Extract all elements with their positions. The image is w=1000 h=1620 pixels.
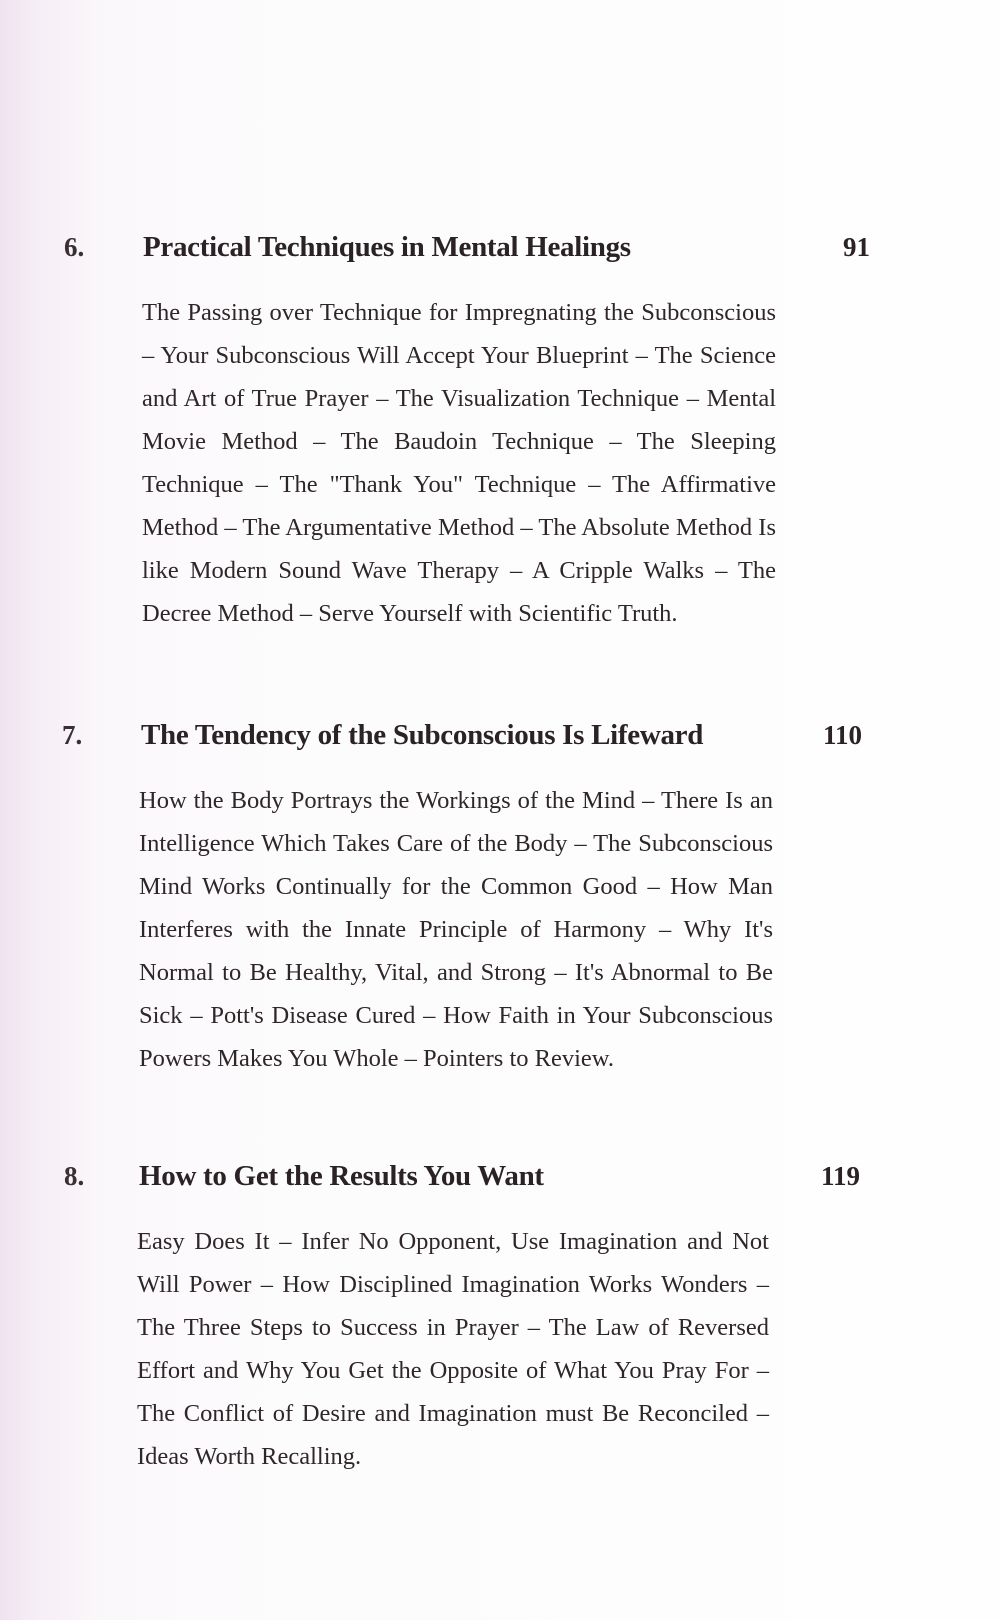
chapter-page-number: 110 (822, 720, 862, 750)
chapter-description: The Passing over Technique for Impregnating the Subconscious – Your Subconscious Will Accept Your Blueprint – The Science and Art of True Prayer – The Visualization Technique – Mental Movie Method – The Baudoin Technique – The Sleeping Technique – The "Thank You" Technique – The Affirmative Method – The Argumentative Method – The Absolute Method Is like Modern Sound Wave Therapy – A Cripple Walks – The Decree Method – Serve Yourself with Scientific Truth. (142, 299, 776, 627)
chapter-title: The Tendency of the Subconscious Is Lifeward (141, 719, 704, 751)
chapter-number: 8. (64, 1161, 85, 1191)
chapter-description: Easy Does It – Infer No Opponent, Use Imagination and Not Will Power – How Disciplined Imagination Works Wonders – The Three Steps to Success in Prayer – The Law of Reversed Effort and Why You Get the Opposite of What You Pray For – The Conflict of Desire and Imagination must Be Reconciled – Ideas Worth Recalling. (137, 1228, 769, 1470)
chapter-page-number: 91 (843, 232, 870, 262)
chapter-page-number: 119 (820, 1161, 860, 1191)
chapter-title: How to Get the Results You Want (139, 1160, 544, 1192)
chapter-number: 7. (62, 720, 83, 750)
chapter-number: 6. (64, 232, 85, 262)
chapter-title: Practical Techniques in Mental Healings (143, 231, 631, 263)
chapter-description: How the Body Portrays the Workings of the Mind – There Is an Intelligence Which Takes Care of the Body – The Subconscious Mind Works Continually for the Common Good – How Man Interferes with the Innate Principle of Harmony – Why It's Normal to Be Healthy, Vital, and Strong – It's Abnormal to Be Sick – Pott's Disease Cured – How Faith in Your Subconscious Powers Makes You Whole – Pointers to Review. (139, 787, 773, 1072)
